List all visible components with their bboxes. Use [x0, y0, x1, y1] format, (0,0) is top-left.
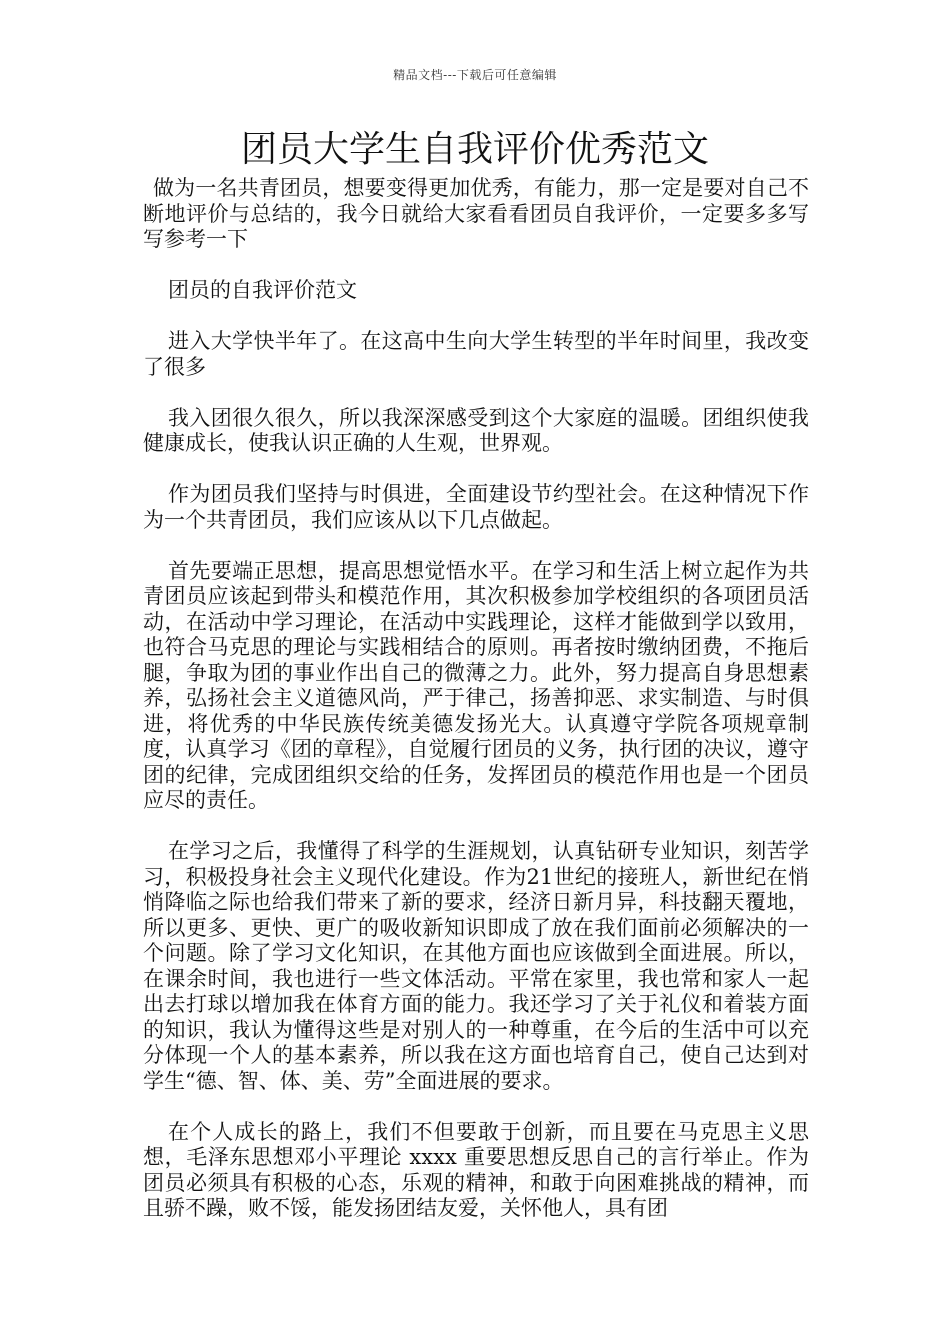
- body-paragraph: 在个人成长的路上，我们不但要敢于创新，而且要在马克思主义思想，毛泽东思想邓小平理论 xxxx 重要思想反思自己的言行举止。作为团员必须具有积极的心态，乐观的精神，和敢于向困难挑战的精神，而且骄不躁，败不馁，能发扬团结友爱，关怀他人，具有团: [143, 1119, 809, 1220]
- body-paragraph: 首先要端正思想，提高思想觉悟水平。在学习和生活上树立起作为共青团员应该起到带头和模范作用，其次积极参加学校组织的各项团员活动，在活动中学习理论，在活动中实践理论，这样才能做到学以致用，也符合马克思的理论与实践相结合的原则。再者按时缴纳团费，不拖后腿，争取为团的事业作出自己的微薄之力。此外，努力提高自身思想素养，弘扬社会主义道德风尚，严于律己，扬善抑恶、求实制造、与时俱进，将优秀的中华民族传统美德发扬光大。认真遵守学院各项规章制度，认真学习《团的章程》，自觉履行团员的义务，执行团的决议，遵守团的纪律，完成团组织交给的任务，发挥团员的模范作用也是一个团员应尽的责任。: [143, 558, 809, 812]
- document-body: [143, 176, 809, 1247]
- document-title: 团员大学生自我评价优秀范文: [240, 129, 709, 170]
- page-header: 精品文档---下载后可任意编辑: [393, 68, 557, 82]
- intro-paragraph: 做为一名共青团员，想要变得更加优秀，有能力，那一定是要对自己不断地评价与总结的，我今日就给大家看看团员自我评价，一定要多多写写参考一下: [143, 176, 809, 251]
- body-paragraph: 进入大学快半年了。在这高中生向大学生转型的半年时间里，我改变了很多: [143, 329, 809, 379]
- section-heading: 团员的自我评价范文: [168, 278, 357, 302]
- body-paragraph: 我入团很久很久，所以我深深感受到这个大家庭的温暖。团组织使我健康成长，使我认识正确的人生观，世界观。: [143, 405, 809, 455]
- body-paragraph: 作为团员我们坚持与时俱进，全面建设节约型社会。在这种情况下作为一个共青团员，我们应该从以下几点做起。: [143, 482, 809, 532]
- body-paragraph: 在学习之后，我懂得了科学的生涯规划，认真钻研专业知识，刻苦学习，积极投身社会主义现代化建设。作为21世纪的接班人，新世纪在悄悄降临之际也给我们带来了新的要求，经济日新月异，科技翻天覆地，所以更多、更快、更广的吸收新知识即成了放在我们面前必须解决的一个问题。除了学习文化知识，在其他方面也应该做到全面进展。所以，在课余时间，我也进行一些文体活动。平常在家里，我也常和家人一起出去打球以增加我在体育方面的能力。我还学习了关于礼仪和着装方面的知识，我认为懂得这些是对别人的一种尊重，在今后的生活中可以充分体现一个人的基本素养，所以我在这方面也培育自己，使自己达到对学生“德、智、体、美、劳”全面进展的要求。: [143, 839, 809, 1093]
